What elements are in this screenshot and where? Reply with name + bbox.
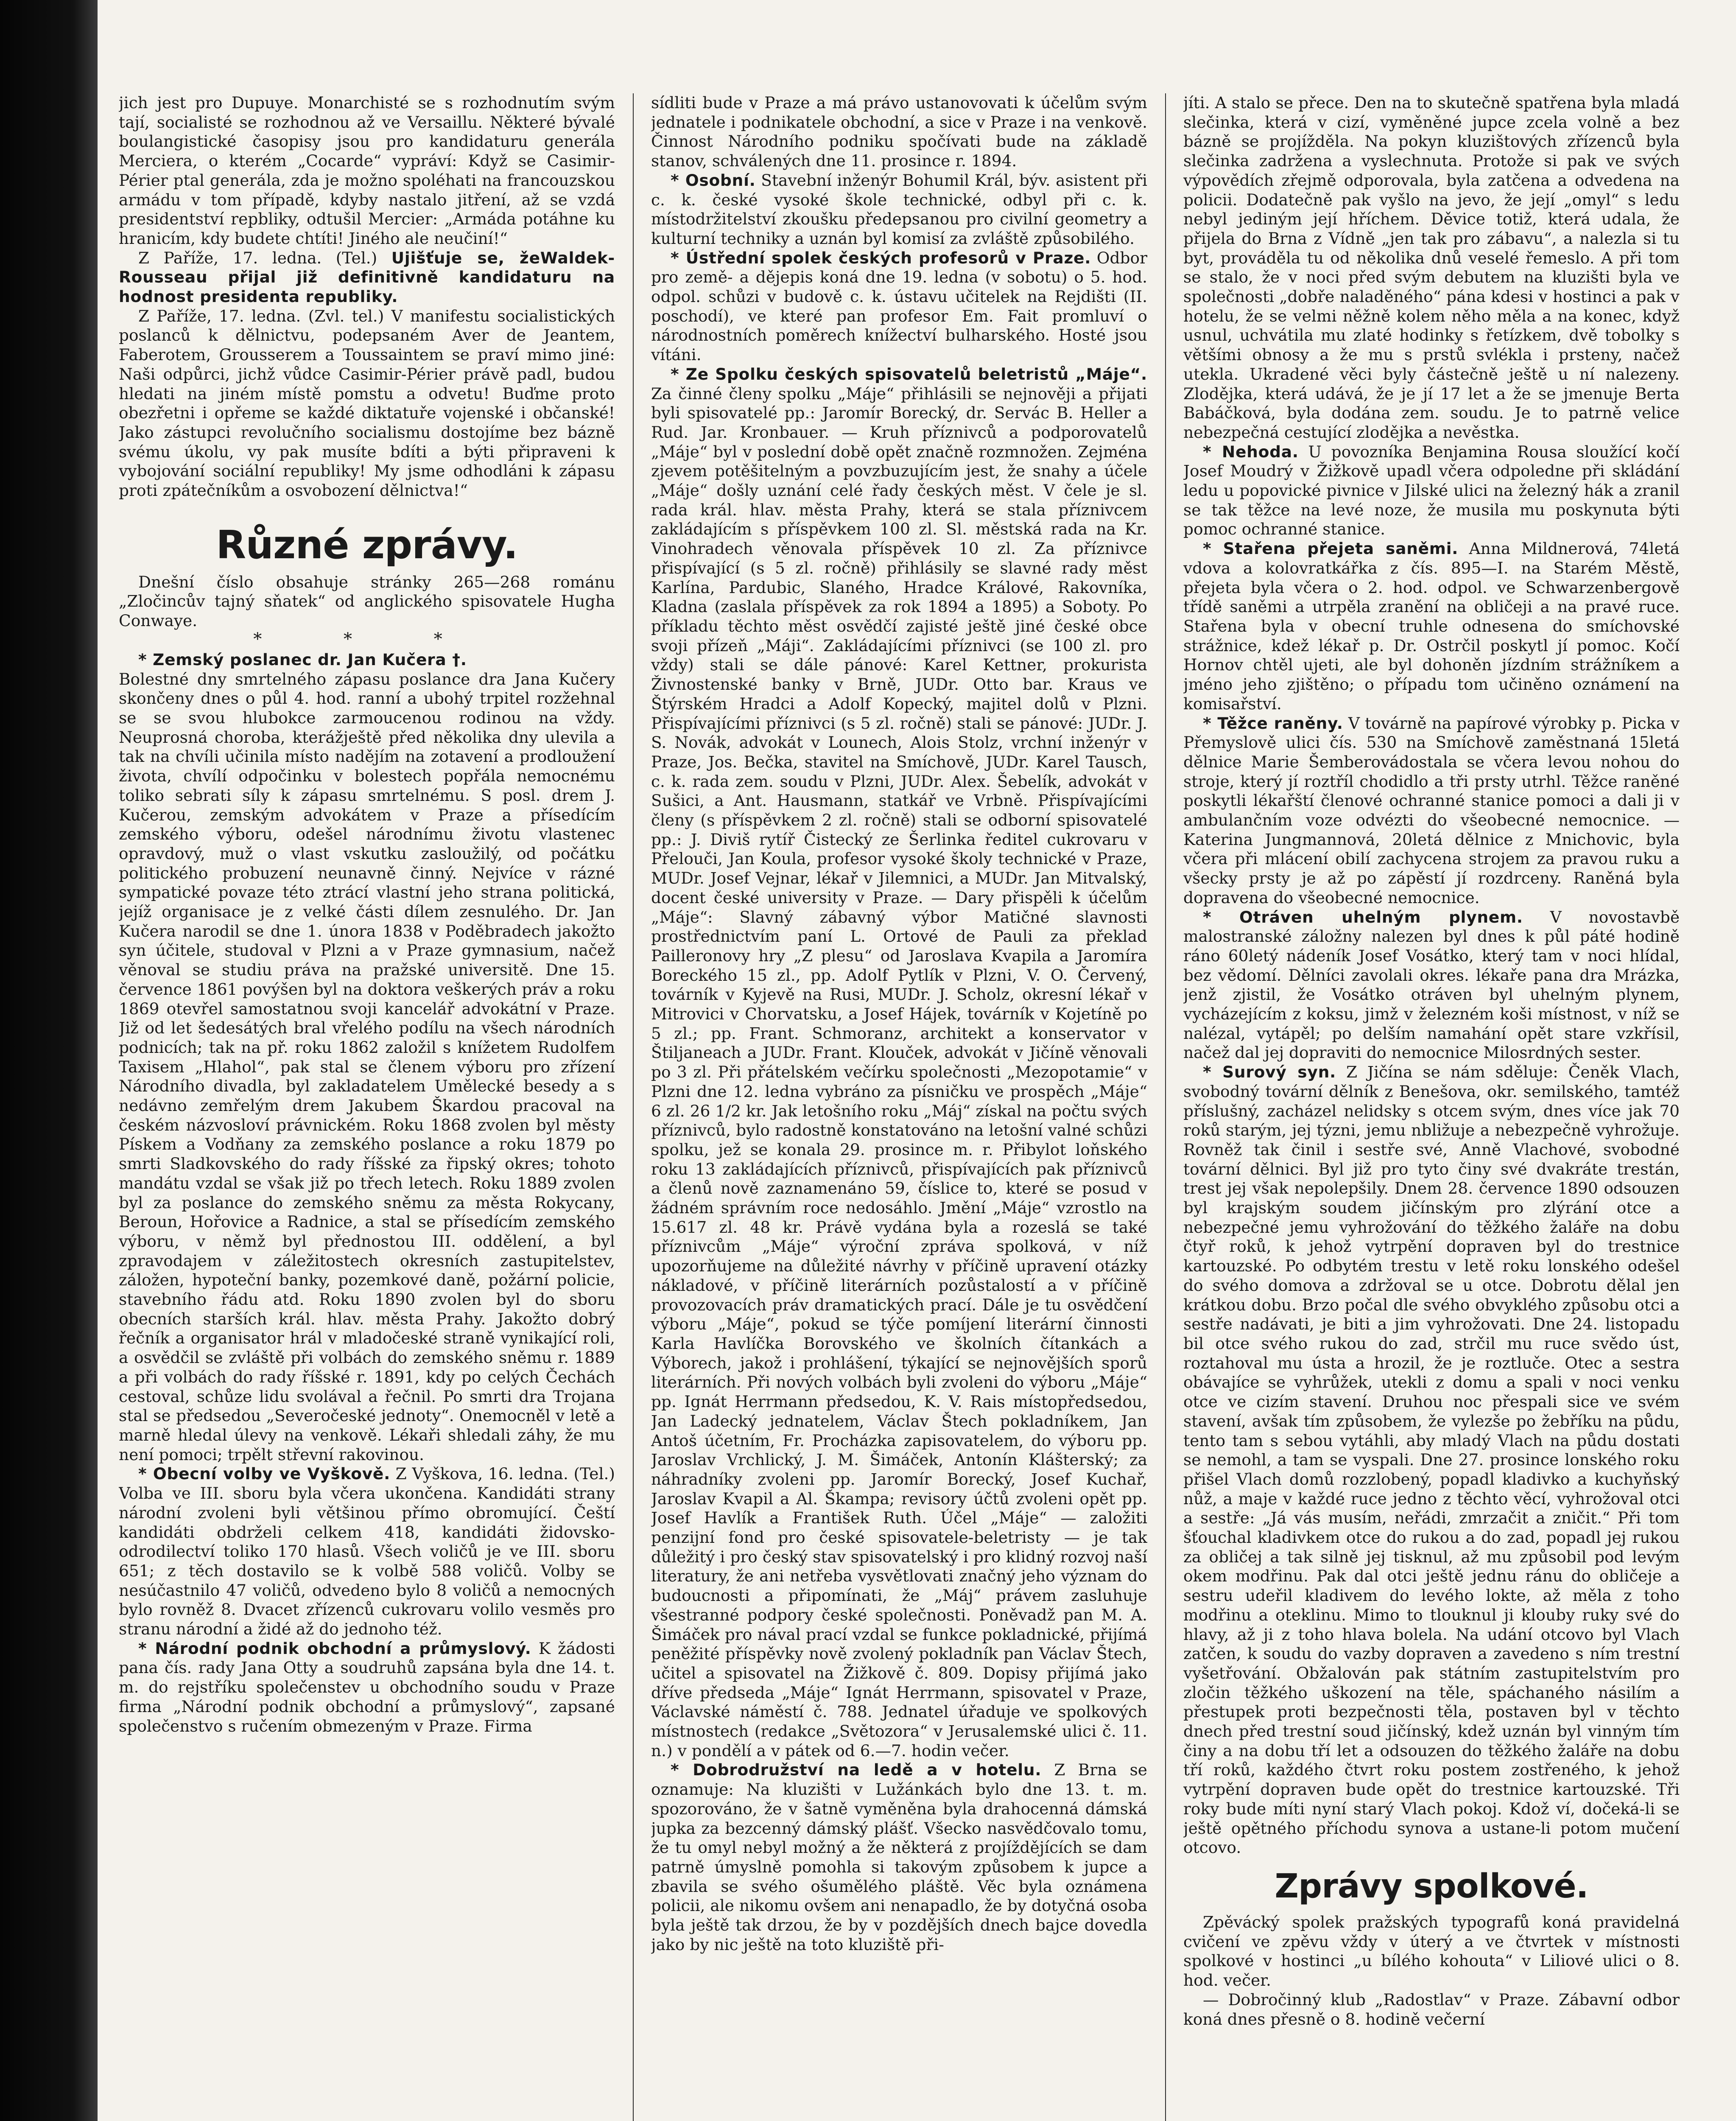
article [119,1639,615,1736]
columns-container [119,93,1680,2121]
paragraph: sídliti bude v Praze a má právo ustanovovati k účelům svým jednatele i podnikatele obchodní, a sice v Praze i na venkově. Činnost Národního podniku spočívati bude na základě stanov, schválených dne 11. prosince r. 1894. [651,93,1147,171]
article-heading: * Nehoda. [1203,442,1299,461]
article [651,171,1147,249]
paragraph: Zpěvácký spolek pražských typografů koná pravidelná cvičení ve zpěvu vždy v úterý a ve čtvrtek v místnosti spolkové v hostinci „u bílého kohouta“ v Liliové ulici o 8. hod. večer. [1183,1912,1680,1990]
paragraph [119,249,615,307]
article [1183,908,1680,1063]
intro-note: Dnešní číslo obsahuje stránky 265—268 románu „Zločincův tajný sňatek“ od anglického spisovatele Hugha Conwaye. [119,572,615,630]
article-heading: * Surový syn. [1203,1063,1336,1082]
article-heading: * Otráven uhelným plynem. [1203,907,1523,926]
paragraph: — Dobročinný klub „Radostlav“ v Praze. Zábavní odbor koná dnes přesně o 8. hodině večerní [1183,1990,1680,2029]
article-heading: * Zemský poslanec dr. Jan Kučera †. [138,650,467,669]
article [119,650,615,670]
article [651,1760,1147,1954]
article-body: Odbor pro země- a dějepis koná dne 19. ledna (v sobotu) o 5. hod. odpol. schůzi v budově c. k. ústavu učitelek na Rejdišti (II. poschodí), ve které pan profesor Em. Fait promluví o národnostních poměrech knížectví bulharského. Hosté jsou vítáni. [651,248,1147,364]
article-body: Za činné členy spolku „Máje“ přihlásili se nejnověji a přijati byli spisovatelé pp.: Jaromír Borecký, dr. Servác B. Heller a Rud. Jar. Kronbauer. — Kruh příznivců a podporovatelů „Máje“ byl v poslední době opět značně rozmnožen. Zejména zjevem potěšitelným a povzbuzujícím jest, že snahy a účele „Máje“ došly uznání celé řady českých měst. V čele je sl. rada král. hlav. města Prahy, která se stala příznivcem zakládajícím s příspěvkem 100 zl. Sl. městská rada na Kr. Vinohradech věnovala příspěvek 10 zl. Za příznivce přispívající (s 5 zl. ročně) přihlásily se slavné rady měst Karlína, Pardubic, Slaného, Hradce Králové, Rakovníka, Kladna (zaslala příspěvek za rok 1894 a 1895) a Soboty. Po příkladu těchto měst osvědčí zajisté ještě jiné české obce svoji přízeň „Máji“. Zakládajícími příznivci (se 100 zl. pro vždy) stali se dále pánové: Karel Kettner, prokurista Živnostenské banky v Brně, JUDr. Otto bar. Kraus ve Štýrském Hradci a Adolf Kopecký, majitel dolů v Plzni. Přispívajícími příznivci (s 5 zl. ročně) stali se pánové: JUDr. J. S. Novák, advokát v Lounech, Alois Stolz, vrchní inženýr v Praze, Jos. Bečka, stavitel na Smíchově, JUDr. Karel Tausch, c. k. rada zem. soudu v Plzni, JUDr. Alex. Šebelík, advokát v Sušici, a Ant. Hausmann, statkář ve Vrbně. Přispívajícími členy (s příspěvkem 2 zl. ročně) stali se odborní spisovatelé pp.: J. Diviš rytíř Čistecký ze Šerlinka ředitel cukrovaru v Přelouči, Jan Koula, profesor vysoké školy technické v Praze, MUDr. Josef Vejnar, lékař v Jilemnici, a MUDr. Jan Mitvalský, docent české university v Praze. — Dary přispěli k účelům „Máje“: Slavný zábavný výbor Matičné slavnosti prostřednictvím paní L. Ortové de Pauli za překlad Pailleronovy hry „Z plesu“ od Jaroslava Kvapila a Jaromíra Boreckého 15 zl., pp. Adolf Pytlík v Plzni, V. O. Červený, továrník v Kyjevě na Rusi, MUDr. J. Scholz, okresní lékař v Mitrovici v Chorvatsku, a Josef Hájek, továrník v Kojetíně po 5 zl.; pp. Frant. Schmoranz, architekt a konservator v Štiljaneach a JUDr. Frant. Klouček, advokát v Jičíně věnovali po 3 zl. Při přátelském večírku společnosti „Mezopotamie“ v Plzni dne 12. ledna vybráno za písničku ve prospěch „Máje“ 6 zl. 26 1/2 kr. Jak letošního roku „Máj“ získal na počtu svých příznivců, bylo radostně konstatováno na letošní valné schůzi spolku, jež se konala 29. prosince m. r. Přibylot loňského roku 13 zakládajících příznivců, přispívajících pak příznivců a členů nově zaznamenáno 59, číslice to, které se posud v žádném správním roce nedosáhlo. Jmění „Máje“ vzrostlo na 15.617 zl. 48 kr. Právě vydána byla a rozeslá se také příznivcům „Máje“ výroční zpráva spolková, v níž upozorňujeme na důležité návrhy v příčině upravení otázky nákladové, v příčině literárních pozůstalostí a v příčině provozovacích práv dramatických prací. Dále je tu osvědčení výboru „Máje“, pokud se týče pomíjení literární činnosti Karla Havlíčka Borovského ve školních čítankách a Výborech, jakož i prohlášení, týkající se nejnovějších sporů literárních. Při nových volbách byli zvoleni do výboru „Máje“ pp. Ignát Herrmann předsedou, K. V. Rais místopředsedou, Jan Ladecký jednatelem, Václav Štech pokladníkem, Jan Antoš účetním, Fr. Procházka zapisovatelem, do výboru pp. Jaroslav Vrchlický, J. M. Šimáček, Antonín Klášterský; za náhradníky zvoleni pp. Jaromír Borecký, Josef Kuchař, Jaroslav Kvapil a Al. Škampa; revisory účtů zvoleni opět pp. Josef Havlík a František Ruth. Účel „Máje“ — založiti penzijní fond pro české spisovatele-beletristy — je tak důležitý i pro český stav spisovatelský i pro klidný rozvoj naší literatury, že ani netřeba vysvětlovati značný jeho význam do budoucnosti a připomínati, že „Máj“ právem zasluhuje všestranné podpory české společnosti. Poněvadž pan M. A. Šimáček pro nával prací vzdal se funkce pokladnické, přijímá peněžité příspěvky nově zvolený pokladník pan Václav Štech, učitel a spisovatel na Žižkově č. 809. Dopisy přijímá jako dříve předseda „Máje“ Ignát Herrmann, spisovatel v Praze, Václavské náměstí č. 788. Jednatel úřaduje ve spolkových místnostech (redakce „Světozora“ v Jerusalemské ulici č. 11. n.) v pondělí a v pátek od 6.—7. hodin večer. [651,384,1147,1760]
article [1183,1063,1680,1858]
article-body: V továrně na papírové výrobky p. Picka v Přemyslově ulici čís. 530 na Smíchově zaměstnaná 15letá dělnice Marie Šemberovádostala se včera levou nohou do stroje, který jí roztříl chodidlo a tři prsty utrhl. Těžce raněné poskytli lékařští členové ochranné stanice pomoci a dali ji v ambulančním voze odvézti do všeobecné nemocnice. — Katerina Jungmannová, 20letá dělnice z Mnichovic, byla včera při mlácení obilí zachycena strojem za pravou ruku a všecky prsty je až po zápěstí jí rozdrceny. Raněná byla dopravena do všeobecné nemocnice. [1183,714,1680,907]
paragraph: jíti. A stalo se přece. Den na to skutečně spatřena byla mladá slečinka, která v cizí, vyměněné jupce zcela volně a bez bázně se projížděla. Na pokyn kluzištových zřízenců byla slečinka zadržena a vyslechnuta. Protože si pak ve svých výpovědích zřejmě odporovala, byla zatčena a odvedena na policii. Dodatečně pak vyšlo na jevo, že její „omyl“ s ledu nebyl jediným její hříchem. Děvice totiž, která udala, že přijela do Brna z Vídně „jen tak pro zábavu“, a nalezla si tu byt, prováděla tu od několika dnů veselé řemeslo. A při tom se stalo, že v noci před svým debutem na kluzišti byla ve společnosti „dobře naladěného“ pána kdesi v hostinci a pak v hotelu, že se velmi něžně kolem něho měla a na konec, když usnul, uchvátila mu zlaté hodinky s řetízkem, dvě tobolky s většími obnosy a že mu s prstů svlékla i prsteny, načež utekla. Ukradené věci byly částečně ještě u ní nalezeny. Zlodějka, která udává, že je jí 17 let a že se jmenuje Berta Babáčková, byla dodána zem. soudu. Je to patrně velice nebezpečná cestující zlodějka a nevěstka. [1183,93,1680,442]
article-heading: * Ze Spolku českých spisovatelů beletristů „Máje“. [671,364,1147,383]
article-body: Anna Mildnerová, 74letá vdova a kolovratkářka z čís. 895—I. na Starém Městě, přejeta byla včera o 2. hod. odpol. ve Schwarzenbergově třídě saněmi a utrpěla zranění na obličeji a na pravé ruce. Stařena byla v obecní truhle odnesena do smíchovské strážnice, kdež lékař p. Dr. Ostrčil poskytl jí pomoc. Kočí Hornov chtěl ujeti, ale byl dohoněn jízdním strážníkem a jméno jeho zjištěno; o případu tom učiněno oznámení na komisařství. [1183,539,1680,713]
scan-dark-margin [0,0,98,2121]
column-rule [1165,93,1166,2121]
article-heading: * Dobrodružství na ledě a v hotelu. [671,1760,1042,1780]
column-3 [1183,93,1680,2121]
article [1183,714,1680,908]
article-body: Stavební inženýr Bohumil Král, býv. asistent při c. k. české vysoké škole technické, odbyl při c. k. místodržitelství zkoušku předepsanou pro civilní geometry a kulturní techniky a uznán byl komisí za zvláště způsobilého. [651,171,1147,248]
separator-stars: * * * [253,629,481,649]
column-rule [633,93,634,2121]
article-body: V novostavbě malostranské záložny nalezen byl dnes k půl páté hodině ráno 60letý nádeník Josef Vosátko, který tam v noci hlídal, bez vědomí. Dělníci zavolali okres. lékaře pana dra Mrázka, jenž zjistil, že Vosátko otráven byl uhelným plynem, vycházejícím z koksu, jimž v železném koši místnost, v níž se nalézal, vytápěl; po delším namahání opět stare vzkřísil, načež dal jej dopraviti do nemocnice Milosrdných sester. [1183,907,1680,1062]
article-body: Bolestné dny smrtelného zápasu poslance dra Jana Kučery skončeny dnes o půl 4. hod. ranní a ubohý trpitel rozžehnal se se svou hlubokce zarmoucenou rodinou na vždy. Neuprosná choroba, kterážještě před několika dny ulevila a tak na chvíli učinila místo nadějím na zotavení a prodloužení života, chvílí odpočinku v bolestech popřála nemocnému toliko sebrati síly k zápasu smrtelnému. S posl. drem J. Kučerou, zemským advokátem v Praze a přísedícím zemského výboru, odešel národnímu životu vlastenec opravdový, muž o vlast vskutku zasloužilý, od počátku politického probuzení neunavně činný. Nejvíce v rázné sympatické povaze této ztrácí vlastní jeho strana politická, jejíž organisace je z velké části dílem zesnulého. Dr. Jan Kučera narodil se dne 1. února 1838 v Poděbradech jakožto syn účitele, studoval v Plzni a v Praze gymnasium, načež věnoval se studiu práva na pražské universitě. Dne 15. července 1861 povýšen byl na doktora veškerých práv a roku 1869 otevřel samostatnou svoji kancelář advokátní v Praze. Již od let šedesátých bral vřelého podílu na všech národních podnicích; tak na př. roku 1862 založil s knížetem Rudolfem Taxisem „Hlahol“, pak stal se členem výboru pro zřízení Národního divadla, byl zakladatelem Umělecké besedy a s nedávno zemřelým drem Jakubem Škardou pracoval na českém názvosloví právnickém. Roku 1868 zvolen byl městy Pískem a Vodňany za zemského poslance a roku 1879 po smrti Sladkovského do rady říšské za řipský okres; tohoto mandátu vzdal se však již po třech letech. Roku 1889 zvolen byl za poslance do zemského sněmu za města Rokycany, Beroun, Hořovice a Radnice, a stal se přísedícím zemského výboru, v němž byl přednostou III. oddělení, a byl zpravodajem v záležitostech okresních zastupitelstev, záložen, hypoteční banky, pozemkové daně, požární policie, stavebního řádu atd. Roku 1890 zvolen byl do sboru obecních starších král. hlav. města Prahy. Jakožto dobrý řečník a organisator hrál v mladočeské straně vynikající roli, a osvědčil se zvláště při volbách do zemského sněmu r. 1889 a při volbách do rady říšské r. 1891, kdy po celých Čechách cestoval, schůze lidu svolával a řečnil. Po smrti dra Trojana stal se předsedou „Severočeské jednoty“. Onemocněl v letě a marně hledal úlevy na venkově. Lékaři shledali záhy, že mu není pomoci; trpělt střevní rakovinou. [119,669,615,1464]
column-2 [651,93,1147,2121]
article-heading: * Ústřední spolek českých profesorů v Praze. [671,248,1091,267]
article-heading: * Osobní. [671,171,756,190]
article-body: Z Brna se oznamuje: Na kluzišti v Lužánkách bylo dne 13. t. m. spozorováno, že v šatně vyměněna byla drahocenná dámská jupka za bezcenný dámský plášť. Všecko nasvědčovalo tomu, že tu omyl nebyl možný a že některá z projíždějících se dam patrně úmyslně pomohla si takovým způsobem k jupce a zbavila se svého ošumělého pláště. Věc byla oznámena policii, ale nikomu ovšem ani nenapadlo, že by dotyčná osoba byla ještě tak drzou, že by v pozdějších dnech bajce dovedla jako by nic ještě na toto kluziště při- [651,1760,1147,1954]
bold-news: Ujišťuje se, žeWaldek-Rousseau přijal již definitivně kandidaturu na hodnost presidenta republiky. [119,248,615,306]
section-heading: Zprávy spolkové. [1275,1867,1588,1906]
article-heading: * Těžce raněny. [1203,714,1343,733]
paragraph: Z Paříže, 17. ledna. (Zvl. tel.) V manifestu socialistických poslanců k dělnictvu, podepsaném Aver de Jeantem, Faberotem, Grousserem a Toussaintem se praví mimo jiné: Naši odpůrci, jichž vůdce Casimir-Périer právě padl, budou hledati na jiném místě pomstu a odvetu! Buďme proto obezřetni i opřeme se každé diktatuře vojenské i občanské! Jako zástupci revolučního socialismu dostojíme bez bázně svému úkolu, vy pak musíte bdíti a býti připraveni k vybojování sociální republiky! My jsme odhodláni k zápasu proti zpátečníkům a osvobození dělnictva!“ [119,306,615,500]
article-body: Z Jičína se nám sděluje: Čeněk Vlach, svobodný tovární dělník z Benešova, okr. semilského, tamtéž příslušný, zacházel nelidsky s otcem svým, dnes více jak 70 roků starým, jej týzni, jemu nbližuje a nebezpečně vyhrožuje. Rovněž tak činil i sestře své, Anně Vlachové, svobodné tovární dělnici. Byl již pro tyto činy své dvakráte trestán, trest jej však nepolepšily. Dnem 28. července 1890 odsouzen byl krajským soudem jičínským pro zlýrání otce a nebezpečné jemu vyhrožování do těžkého žaláře na dobu čtyř roků, k jehož vytrpění dopraven byl do trestnice kartouzské. Po odbytém trestu v letě roku lonského odešel do svého domova a zdržoval se u otce. Dobrotu dělal jen krátkou dobu. Brzo počal dle svého obvyklého způsobu otci a sestře nadávati, je biti a jim vyhrožovati. Dne 24. listopadu bil otce svého rukou do zad, strčil mu ruce svědo úst, roztahoval mu ústa a hrozil, že je roztluče. Otec a sestra obávajíce se vyhrůžek, utekli z domu a spali v noci venku otce ve cizím stavení. Druhou noc přespali sice ve svém stavení, avšak tím způsobem, že vylezše po žebříku na půdu, tento tam s sebou vytáhli, aby mladý Vlach na půdu dostati se nemohl, a tam se vyspali. Dne 27. prosince lonského roku přišel Vlach domů rozzlobený, popadl kladivko a kuchyňský nůž, a maje v každé ruce jedno z těchto věcí, vyhrožoval otci a sestře: „Já vás musím, neřádi, zmrzačit a zničit.“ Při tom šťouchal kladivkem otce do rukou a do zad, popadl jej rukou za obličej a tak silně jej tisknul, až mu způsobil pod levým okem modřinu. Pak dal otci ještě jednu ránu do obličeje a sestru udeřil kladivem do levého lokte, až měla z toho modřinu a oteklinu. Mimo to tlouknul ji klouby ruky své do hlavy, až ji z toho hlava bolela. Na udání otcovo byl Vlach zatčen, k soudu do vazby dopraven a zavedeno s ním trestní vyšetřování. Obžalován pak státním zastupitelstvím pro zločin těžkého uškození na těle, spáchaného násilím a přestupek proti bezpečnosti těla, postaven byl v těchto dnech před trestní soud jičínský, kdež uznán byl vinným tím činy a na dobu tří let a odsouzen do těžkého žaláře na dobu tří roků, každého čtvrt roku postem zostřeného, k jehož vytrpění dopraven bude opět do trestnice kartouzské. Tři roky bude míti nyní starý Vlach pokoj. Kdož ví, dočeká-li se ještě opětného příchodu synova a ustane-li potom mučení otcovo. [1183,1063,1680,1857]
article [651,249,1147,365]
article-body: U povozníka Benjamina Rousa sloužící kočí Josef Moudrý v Žižkově upadl včera odpoledne při skládání ledu u popovické pivnice v Jilské ulici na železný hák a zranil se tak těžce na levé noze, že musila mu poskynuta býti pomoc ochranné stanice. [1183,442,1680,539]
article-body: Z Vyškova, 16. ledna. (Tel.) Volba ve III. sboru byla včera ukončena. Kandidáti strany národní zvoleni byli většinou přímo obromující. Čeští kandidáti obdrželi celkem 418, kandidáti židovsko-odrodilectví toliko 170 hlasů. Všech voličů je ve III. sboru 651; z těch dostavilo se k volbě 588 voličů. Volby se nesúčastnilo 47 voličů, odvedeno bylo 8 voličů a nemocných bylo rovněž 8. Dvacet zřízenců cukrovaru volilo vesměs pro stranu národní a židé až do jednoho též. [119,1464,615,1639]
column-1 [119,93,615,2121]
article [651,365,1147,1761]
dateline: Z Paříže, 17. ledna. (Tel.) [138,248,377,267]
article-heading: * Stařena přejeta saněmi. [1203,539,1459,558]
article [119,1464,615,1639]
article [1183,442,1680,540]
article-body: K žádosti pana čís. rady Jana Otty a soudruhů zapsána byla dne 14. t. m. do rejstříku společenstev u obchodního soudu v Praze firma „Národní podnik obchodní a průmyslový“, zapsané společenstvo s ručením obmezeným v Praze. Firma [119,1639,615,1735]
article-heading: * Obecní volby ve Vyškově. [138,1464,391,1483]
article-heading: * Národní podnik obchodní a průmyslový. [138,1639,531,1658]
section-heading: Různé zprávy. [216,522,518,568]
paragraph: jich jest pro Dupuye. Monarchisté se s rozhodnutím svým tají, socialisté se rozhodnou až ve Versaillu. Některé bývalé boulangistické časopisy jsou pro kandidaturu generála Merciera, o kterém „Cocarde“ vypráví: Když se Casimir-Périer ptal generála, zda je možno spoléhati na francouzskou armádu v tom případě, kdyby nastalo jitření, až se vzdá presidentství repbliky, odtušil Mercier: „Armáda potáhne ku hranicím, kdy budete chtíti! Jiného ale neučiní!“ [119,93,615,248]
article [1183,539,1680,714]
